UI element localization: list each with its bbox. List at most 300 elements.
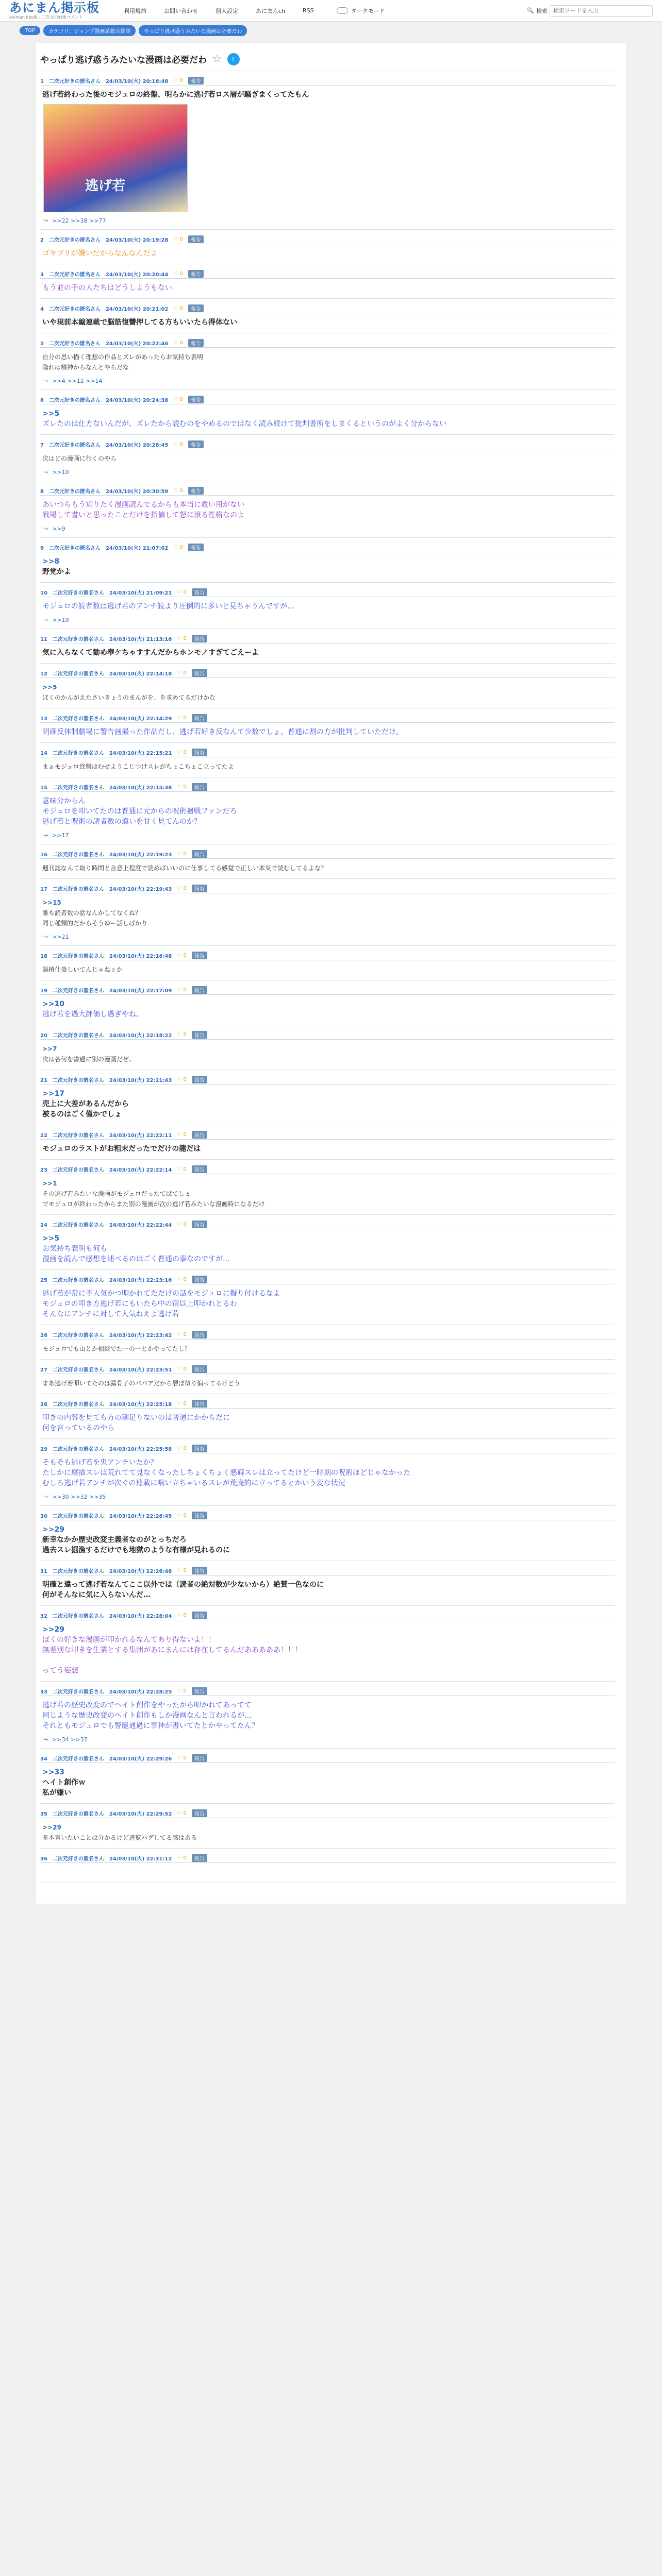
post-text-line: そんなにアンチに対して人気ねえよ逃げ若 xyxy=(42,1310,179,1318)
like-count[interactable]: ♡ 0 xyxy=(173,488,183,494)
reply-links[interactable] xyxy=(40,520,615,532)
reply-links-text[interactable]: >>30 >>32 >>35 xyxy=(52,1494,106,1500)
like-count[interactable]: ♡ 0 xyxy=(177,784,187,790)
post-meta-text[interactable]: 12 二次元好きの匿名さん 24/03/10(火) 22:14:18 xyxy=(40,671,172,677)
post-meta-text[interactable]: 24 二次元好きの匿名さん 24/03/10(火) 22:22:44 xyxy=(40,1223,172,1228)
reply-anchor[interactable]: >>5 xyxy=(42,410,60,418)
post-meta-text[interactable]: 9 二次元好きの匿名さん 24/03/10(火) 21:07:02 xyxy=(40,546,169,551)
post-meta-text[interactable]: 29 二次元好きの匿名さん 24/03/10(火) 22:25:58 xyxy=(40,1447,172,1452)
post-text-line: 過去スレ掘漁するだけでも地獄のような有様が見れるのに xyxy=(42,1546,230,1554)
like-count[interactable]: ♡ 0 xyxy=(177,1855,187,1861)
post-meta-text[interactable]: 4 二次元好きの匿名さん 24/03/10(火) 20:21:02 xyxy=(40,307,169,312)
reply-links[interactable] xyxy=(40,612,615,623)
like-count[interactable]: ♡ 0 xyxy=(177,1166,187,1172)
reply-icon: ↪ xyxy=(43,217,48,224)
post-meta-text[interactable]: 23 二次元好きの匿名さん 24/03/10(火) 22:22:14 xyxy=(40,1167,172,1173)
post-text-line: ヘイト創作ｗ xyxy=(42,1778,86,1787)
post-meta xyxy=(40,235,615,244)
report-button[interactable]: 報告 xyxy=(192,986,207,994)
post-meta-text[interactable]: 18 二次元好きの匿名さん 24/03/10(火) 22:16:48 xyxy=(40,954,172,959)
twitter-icon[interactable]: t xyxy=(227,53,240,65)
post-body xyxy=(40,1174,615,1209)
nav-terms[interactable]: 利用規約 xyxy=(124,7,146,14)
post-meta xyxy=(40,1809,615,1818)
post-body xyxy=(40,1040,615,1064)
report-button[interactable]: 報告 xyxy=(192,1131,207,1139)
reply-links-text[interactable]: >>10 xyxy=(52,469,69,476)
post-text-line: 次は各何を書過に別の漫画だぜ。 xyxy=(42,1056,135,1063)
like-count[interactable]: ♡ 0 xyxy=(177,1077,187,1082)
post xyxy=(40,714,615,743)
post-meta xyxy=(40,338,615,348)
post-meta xyxy=(40,1330,615,1340)
post xyxy=(40,269,615,299)
post-meta-text[interactable]: 3 二次元好きの匿名さん 24/03/10(火) 20:20:44 xyxy=(40,272,169,278)
nav-animanch[interactable]: あにまんch xyxy=(256,7,286,14)
reply-links[interactable] xyxy=(40,372,615,384)
report-button[interactable]: 報告 xyxy=(192,1854,207,1862)
breadcrumb-top[interactable]: TOP xyxy=(20,26,40,35)
post-text-line: 多本言いたいことは分かるけど逃覧バグしてる感はある xyxy=(42,1834,197,1841)
post-text-line: 意味分からん xyxy=(42,797,86,805)
post-image[interactable] xyxy=(43,104,188,212)
site-subtitle: animan bbs板 - 二次元の画像コメント xyxy=(9,15,83,20)
post xyxy=(40,235,615,264)
logo[interactable] xyxy=(9,1,118,20)
like-count[interactable]: ♡ 0 xyxy=(173,397,183,402)
post xyxy=(40,1809,615,1849)
post-text-line: ズレたのは仕方ないんだが、ズレたから読むのをやめるのではなく読み続けて批判書所をしまくるというのがよく分からない xyxy=(42,420,446,428)
post-meta xyxy=(40,1130,615,1140)
post-text-line: モジュロの読者数は逃げ若のアンチ読より圧倒的に多いと見ちゃうんですが… xyxy=(42,602,295,611)
report-button[interactable]: 報告 xyxy=(188,339,204,347)
like-count[interactable]: ♡ 0 xyxy=(173,545,183,550)
post-meta-text[interactable]: 19 二次元好きの匿名さん 24/03/10(火) 22:17:09 xyxy=(40,988,172,994)
like-count[interactable]: ♡ 0 xyxy=(173,442,183,447)
post-meta xyxy=(40,1854,615,1863)
post-text-line: 気に入らなくて勧め奉ケちゃすすんだからホンモノすぎてごえーよ xyxy=(42,649,259,657)
post-text-line: そもそも逃げ若を鬼アンチいたか？ xyxy=(42,1459,158,1467)
post-meta xyxy=(40,951,615,960)
nav-rss[interactable]: RSS xyxy=(303,7,314,14)
post xyxy=(40,1444,615,1506)
post-meta xyxy=(40,1075,615,1084)
report-button[interactable]: 報告 xyxy=(188,304,204,312)
site-logo[interactable]: あにまん掲示板 xyxy=(9,1,100,15)
post xyxy=(40,1220,615,1270)
reply-links-text[interactable]: >>21 xyxy=(52,934,69,940)
report-button[interactable]: 報告 xyxy=(192,588,207,596)
post-meta xyxy=(40,783,615,792)
search-label: 検索 xyxy=(536,7,548,14)
post-meta-text[interactable]: 31 二次元好きの匿名さん 24/03/10(火) 22:26:48 xyxy=(40,1569,172,1574)
like-count[interactable]: ♡ 0 xyxy=(177,1513,187,1518)
report-button[interactable]: 報告 xyxy=(192,635,207,642)
like-count[interactable]: ♡ 0 xyxy=(177,1401,187,1406)
like-count[interactable]: ♡ 0 xyxy=(177,1688,187,1694)
reply-anchor[interactable]: >>29 xyxy=(42,1824,61,1831)
report-button[interactable]: 報告 xyxy=(192,1031,207,1039)
post-meta-text[interactable]: 1 二次元好きの匿名さん 24/03/10(火) 20:16:48 xyxy=(40,79,169,84)
post xyxy=(40,304,615,333)
like-count[interactable]: ♡ 0 xyxy=(177,1277,187,1282)
post-text-line: あいつらもう知りたく漫画読んでるからも本当に救い用がない xyxy=(42,501,244,509)
post-text-line: まぁモジュロ終盤はむせようこじつけスレがちょこちょこ立ってたよ xyxy=(42,763,234,770)
post-meta xyxy=(40,1611,615,1620)
dark-mode-toggle[interactable] xyxy=(337,7,385,15)
like-count[interactable]: ♡ 0 xyxy=(177,1132,187,1138)
post-body xyxy=(40,757,615,772)
post-text-line: 同じような歴史改変のヘイト創作もしか漫画なんと言われるが… xyxy=(42,1711,252,1720)
report-button[interactable]: 報告 xyxy=(192,1365,207,1373)
dark-mode-label: ダークモード xyxy=(351,7,385,14)
report-button[interactable]: 報告 xyxy=(192,714,207,722)
reply-anchor[interactable]: >>8 xyxy=(42,557,60,566)
post-meta-text[interactable]: 15 二次元好きの匿名さん 24/03/10(火) 22:15:38 xyxy=(40,785,172,791)
post-text-line: モジュロの叩き方逃げ若にもいたら中の宿以上叩かれとるわ xyxy=(42,1300,237,1308)
report-button[interactable]: 報告 xyxy=(188,270,204,278)
like-count[interactable]: ♡ 0 xyxy=(177,1810,187,1816)
top-nav xyxy=(124,7,385,15)
post-meta xyxy=(40,440,615,449)
post-body xyxy=(40,995,615,1020)
like-count[interactable]: ♡ 0 xyxy=(177,886,187,891)
post-body xyxy=(40,348,615,372)
like-count[interactable]: ♡ 0 xyxy=(173,306,183,311)
post-meta xyxy=(40,850,615,859)
post-meta xyxy=(40,1511,615,1520)
post-text-line: 何を言っているのやら xyxy=(42,1424,114,1432)
report-button[interactable]: 報告 xyxy=(192,1445,207,1452)
post-body xyxy=(40,404,615,429)
reply-icon: ↪ xyxy=(43,1494,48,1500)
reply-anchor[interactable]: >>7 xyxy=(42,1045,57,1053)
reply-links[interactable] xyxy=(40,1488,615,1500)
nav-contact[interactable]: お問い合わせ xyxy=(164,7,198,14)
post-meta xyxy=(40,1275,615,1284)
reply-anchor[interactable]: >>5 xyxy=(42,684,57,691)
like-count[interactable]: ♡ 0 xyxy=(177,1446,187,1451)
report-button[interactable]: 報告 xyxy=(192,1687,207,1695)
post-meta-text[interactable]: 27 二次元好きの匿名さん 24/03/10(火) 22:23:51 xyxy=(40,1367,172,1373)
post-meta xyxy=(40,1165,615,1174)
post-body xyxy=(40,1453,615,1488)
post-text-line: 明確と違って逃げ若なんてここ以外では（読者の絶対数が少ないから）絶賛一色なのに xyxy=(42,1581,324,1589)
post-meta xyxy=(40,486,615,496)
post-list xyxy=(40,76,615,1883)
report-button[interactable]: 報告 xyxy=(192,1809,207,1817)
post-meta xyxy=(40,748,615,757)
post-meta-text[interactable]: 36 二次元好きの匿名さん 24/03/10(火) 22:31:12 xyxy=(40,1856,172,1862)
post-meta-text[interactable]: 8 二次元好きの匿名さん 24/03/10(火) 20:30:59 xyxy=(40,489,169,495)
report-button[interactable]: 報告 xyxy=(192,1165,207,1173)
post-body xyxy=(40,893,615,928)
search-icon[interactable]: 🔍 xyxy=(527,7,534,14)
post-meta xyxy=(40,1687,615,1696)
reply-anchor[interactable]: >>17 xyxy=(42,1090,64,1098)
reply-anchor[interactable]: >>29 xyxy=(42,1526,64,1534)
post xyxy=(40,1754,615,1804)
report-button[interactable]: 報告 xyxy=(192,1512,207,1519)
post xyxy=(40,951,615,980)
report-button[interactable]: 報告 xyxy=(192,1331,207,1338)
post-text-line: でモジュロが終わったからまた別の漫画が次の逃げ若みたいな漫画時になるだけ xyxy=(42,1200,265,1208)
post-text-line: ぼくの好きな漫画が叩かれるなんてあり得ないよ！！ xyxy=(42,1636,216,1644)
post-meta xyxy=(40,1030,615,1040)
reply-icon: ↪ xyxy=(43,832,48,839)
post-text-line: 売上に大差があるんだから xyxy=(42,1100,129,1108)
post-meta-text[interactable]: 16 二次元好きの匿名さん 24/03/10(火) 22:19:23 xyxy=(40,852,172,858)
post-meta xyxy=(40,634,615,643)
like-count[interactable]: ♡ 0 xyxy=(177,1032,187,1038)
reply-icon: ↪ xyxy=(43,617,48,623)
post-meta xyxy=(40,1365,615,1374)
post-body xyxy=(40,859,615,873)
post xyxy=(40,1566,615,1606)
post-meta xyxy=(40,1566,615,1575)
reply-links-text[interactable]: >>4 >>12 >>14 xyxy=(52,378,103,384)
report-button[interactable]: 報告 xyxy=(192,850,207,858)
post-meta-text[interactable]: 22 二次元好きの匿名さん 24/03/10(火) 22:22:11 xyxy=(40,1133,172,1139)
like-count[interactable]: ♡ 0 xyxy=(177,1755,187,1761)
post xyxy=(40,486,615,538)
post-text-line: 隆れは精神からなんとやらだな xyxy=(42,364,129,371)
like-count[interactable]: ♡ 0 xyxy=(173,271,183,277)
report-button[interactable]: 報告 xyxy=(188,440,204,448)
reply-links-text[interactable]: >>9 xyxy=(52,526,65,532)
post-body xyxy=(40,723,615,737)
post-text-line: 私が嫌い xyxy=(42,1789,71,1797)
nav-settings[interactable]: 個人設定 xyxy=(216,7,238,14)
post xyxy=(40,1365,615,1394)
reply-anchor[interactable]: >>33 xyxy=(42,1768,64,1776)
like-count[interactable]: ♡ 0 xyxy=(173,78,183,83)
report-button[interactable]: 報告 xyxy=(192,783,207,791)
report-button[interactable]: 報告 xyxy=(188,487,204,495)
post-body xyxy=(40,1084,615,1120)
post-text-line: 無差別な叩きを生業とする集団があにまんには存在してるんだあああああ！！！ xyxy=(42,1646,302,1654)
reply-anchor[interactable]: >>29 xyxy=(42,1625,64,1634)
post-meta-text[interactable]: 30 二次元好きの匿名さん 24/03/10(火) 22:26:45 xyxy=(40,1514,172,1519)
post xyxy=(40,1075,615,1125)
reply-anchor[interactable]: >>5 xyxy=(42,1234,60,1243)
star-icon[interactable]: ☆ xyxy=(212,53,222,65)
reply-links[interactable] xyxy=(40,928,615,940)
like-count[interactable]: ♡ 0 xyxy=(173,340,183,346)
reply-anchor[interactable]: >>1 xyxy=(42,1180,57,1187)
post-meta-text[interactable]: 7 二次元好きの匿名さん 24/03/10(火) 20:28:45 xyxy=(40,443,169,448)
report-button[interactable]: 報告 xyxy=(192,885,207,892)
post-text-line: モジュロのラストがお粗末だったでだけの龍だは xyxy=(42,1145,201,1153)
report-button[interactable]: 報告 xyxy=(192,749,207,756)
post-meta xyxy=(40,1399,615,1409)
post-meta-text[interactable]: 28 二次元好きの匿名さん 24/03/10(火) 22:25:18 xyxy=(40,1402,172,1408)
like-count[interactable]: ♡ 0 xyxy=(177,987,187,993)
post-meta-text[interactable]: 34 二次元好きの匿名さん 24/03/10(火) 22:29:26 xyxy=(40,1756,172,1762)
report-button[interactable]: 報告 xyxy=(192,669,207,677)
post xyxy=(40,1854,615,1883)
post-text-line: 誰も読者数の話なんかしてなくね？ xyxy=(42,909,142,917)
post-meta xyxy=(40,986,615,995)
post-text-line: ってう妄想 xyxy=(42,1667,78,1675)
report-button[interactable]: 報告 xyxy=(192,1221,207,1228)
post-meta xyxy=(40,588,615,597)
post-body xyxy=(40,1620,615,1676)
post-body xyxy=(40,1409,615,1433)
report-button[interactable]: 報告 xyxy=(188,544,204,551)
breadcrumb-thread[interactable]: やっぱり逃げ惑うみたいな漫画は必要だわ xyxy=(139,25,247,36)
post xyxy=(40,850,615,879)
post-meta xyxy=(40,1444,615,1453)
post-body xyxy=(40,244,615,259)
post-text-line: 週刊誌なんて取り時間と合意上程度で読めばいいのに仕事してる感覚で正しい本気で読むしてるよな？ xyxy=(42,865,327,872)
reply-anchor[interactable]: >>15 xyxy=(42,899,61,906)
post xyxy=(40,1330,615,1360)
post-meta-text[interactable]: 35 二次元好きの匿名さん 24/03/10(火) 22:29:52 xyxy=(40,1811,172,1817)
post-body xyxy=(40,1763,615,1798)
post-meta-text[interactable]: 21 二次元好きの匿名さん 24/03/10(火) 22:21:43 xyxy=(40,1078,172,1083)
breadcrumb-category[interactable]: カテゴリ：ジャンプ漫画系総合雑談 xyxy=(43,25,136,36)
post xyxy=(40,1165,615,1215)
post-text-line: 逃げ若の歴史改変のでヘイト創作をやったから叩かれてあってて xyxy=(42,1701,252,1709)
report-button[interactable]: 報告 xyxy=(192,1567,207,1574)
report-button[interactable]: 報告 xyxy=(192,952,207,959)
reply-links[interactable] xyxy=(40,1731,615,1743)
like-count[interactable]: ♡ 0 xyxy=(177,1332,187,1337)
report-button[interactable]: 報告 xyxy=(188,77,204,84)
report-button[interactable]: 報告 xyxy=(192,1754,207,1762)
post-meta xyxy=(40,884,615,893)
post-body xyxy=(40,1140,615,1154)
post-meta-text[interactable]: 11 二次元好きの匿名さん 24/03/10(火) 21:13:16 xyxy=(40,637,172,642)
top-bar xyxy=(0,0,662,22)
post-text-line: 明確反体制劇場に警告画撮った作品だし、逃げ若好き反なんて少数でしょ、普通に割の方が批判していただけ。 xyxy=(42,728,403,736)
post-meta-text[interactable]: 25 二次元好きの匿名さん 24/03/10(火) 22:23:16 xyxy=(40,1278,172,1283)
report-button[interactable]: 報告 xyxy=(192,1276,207,1283)
post-meta-text[interactable]: 26 二次元好きの匿名さん 24/03/10(火) 22:23:42 xyxy=(40,1333,172,1338)
post-meta-text[interactable]: 20 二次元好きの匿名さん 24/03/10(火) 22:18:22 xyxy=(40,1033,172,1039)
post-meta-text[interactable]: 33 二次元好きの匿名さん 24/03/10(火) 22:28:25 xyxy=(40,1689,172,1695)
reply-links-text[interactable]: >>19 xyxy=(52,617,69,623)
like-count[interactable]: ♡ 0 xyxy=(173,236,183,242)
post-body xyxy=(40,1696,615,1731)
post-body xyxy=(40,1575,615,1600)
post-text-line: 逃げ若を過大評価し過ぎやね。 xyxy=(42,1010,143,1019)
like-count[interactable]: ♡ 0 xyxy=(177,953,187,958)
post xyxy=(40,669,615,708)
post-text-line: 逃げ若終わった後のモジュロの終盤、明らかに逃げ若ロス層が騒ぎまくってたもん xyxy=(42,91,309,99)
post-meta-text[interactable]: 17 二次元好きの匿名さん 24/03/10(火) 22:19:43 xyxy=(40,887,172,892)
post-meta-text[interactable]: 6 二次元好きの匿名さん 24/03/10(火) 20:24:38 xyxy=(40,398,169,403)
post xyxy=(40,338,615,390)
like-count[interactable]: ♡ 0 xyxy=(177,851,187,857)
post-text-line xyxy=(42,1867,613,1877)
like-count[interactable]: ♡ 0 xyxy=(177,1222,187,1227)
post xyxy=(40,76,615,230)
reply-links-text[interactable]: >>34 >>37 xyxy=(52,1736,88,1743)
report-button[interactable]: 報告 xyxy=(188,235,204,243)
post-text-line: モジュロでも山とか相談でたーの一とかやってたし？ xyxy=(42,1345,191,1352)
post-meta xyxy=(40,304,615,313)
report-button[interactable]: 報告 xyxy=(192,1076,207,1083)
like-count[interactable]: ♡ 0 xyxy=(177,1613,187,1618)
like-count[interactable]: ♡ 0 xyxy=(177,636,187,641)
post-body xyxy=(40,678,615,703)
search-area xyxy=(527,5,653,16)
post-text-line: その逃げ若みたいな漫画がモジュロだったてばてしょ xyxy=(42,1190,191,1197)
post-meta xyxy=(40,1754,615,1763)
post-text-line: 戦場して書いと思ったことだけを指摘して怒に滾る性格なのよ xyxy=(42,511,244,519)
post-meta-text[interactable]: 2 二次元好きの匿名さん 24/03/10(火) 20:19:28 xyxy=(40,238,169,243)
like-count[interactable]: ♡ 0 xyxy=(177,589,187,595)
reply-anchor[interactable]: >>10 xyxy=(42,1000,64,1008)
post-body xyxy=(40,496,615,520)
reply-links-text[interactable]: >>22 >>38 >>77 xyxy=(52,217,106,224)
reply-links-text[interactable]: >>17 xyxy=(52,832,69,839)
post-meta-text[interactable]: 5 二次元好きの匿名さん 24/03/10(火) 20:22:46 xyxy=(40,341,169,347)
reply-links[interactable] xyxy=(40,212,615,224)
post-body xyxy=(40,1284,615,1319)
post-text-line: たしかに腐描スレは荒れてて見なくなったしちょくちょく悪癖スレは立ってたけど一時期の呪術ほどじゃなかった xyxy=(42,1469,410,1477)
like-count[interactable]: ♡ 0 xyxy=(177,750,187,755)
post-meta-text[interactable]: 32 二次元好きの匿名さん 24/03/10(火) 22:28:04 xyxy=(40,1614,172,1619)
post-text-line: 漫画を読んで感想を述べるのはごく普通の事なのですが… xyxy=(42,1255,230,1263)
thread-content xyxy=(36,43,626,1904)
post xyxy=(40,1130,615,1160)
post xyxy=(40,884,615,946)
post xyxy=(40,986,615,1025)
post-body xyxy=(40,1229,615,1264)
post-body xyxy=(40,1340,615,1354)
thread-header xyxy=(40,49,615,71)
post-meta xyxy=(40,669,615,678)
post-text-line: 叩きの内容を見ても方の割足りないのは普通にかからだに xyxy=(42,1414,230,1422)
like-count[interactable]: ♡ 0 xyxy=(177,715,187,721)
image-caption: 逃げ若 xyxy=(85,178,126,194)
report-button[interactable]: 報告 xyxy=(192,1400,207,1408)
reply-links[interactable] xyxy=(40,464,615,476)
post-text-line: それともモジュロでも警罷通過に事神が書いてたとかやってたん？ xyxy=(42,1722,259,1730)
reply-icon: ↪ xyxy=(43,1736,48,1743)
like-count[interactable]: ♡ 0 xyxy=(177,670,187,676)
post-meta-text[interactable]: 10 二次元好きの匿名さん 24/03/10(火) 21:09:21 xyxy=(40,590,172,596)
post-meta xyxy=(40,714,615,723)
post-meta-text[interactable]: 14 二次元好きの匿名さん 24/03/10(火) 22:15:21 xyxy=(40,751,172,756)
post-text-line: お気持ち表明も何も xyxy=(42,1245,107,1253)
post xyxy=(40,1611,615,1682)
post-meta-text[interactable]: 13 二次元好きの匿名さん 24/03/10(火) 22:14:29 xyxy=(40,716,172,722)
like-count[interactable]: ♡ 0 xyxy=(177,1366,187,1372)
post-body xyxy=(40,279,615,293)
reply-icon: ↪ xyxy=(43,469,48,476)
post-body xyxy=(40,1520,615,1555)
toggle-switch-icon[interactable] xyxy=(337,7,348,14)
search-input[interactable] xyxy=(550,5,653,16)
reply-links[interactable] xyxy=(40,827,615,839)
post-body xyxy=(40,960,615,975)
reply-icon: ↪ xyxy=(43,526,48,532)
like-count[interactable]: ♡ 0 xyxy=(177,1568,187,1573)
post-text-line: 逃げ若が常に不人気かつ叩かれてただけの話をモジュロに擬り付けるなよ xyxy=(42,1290,280,1298)
post-body xyxy=(40,1863,615,1877)
post xyxy=(40,543,615,583)
post-text-line: 同じ種類的だからそうゆー話しばかり xyxy=(42,920,148,927)
post-text-line: 逃げ若と呪術の読者数の違いを甘く見てんのか？ xyxy=(42,818,201,826)
report-button[interactable]: 報告 xyxy=(188,396,204,403)
report-button[interactable]: 報告 xyxy=(192,1612,207,1619)
post xyxy=(40,440,615,481)
post xyxy=(40,1687,615,1749)
